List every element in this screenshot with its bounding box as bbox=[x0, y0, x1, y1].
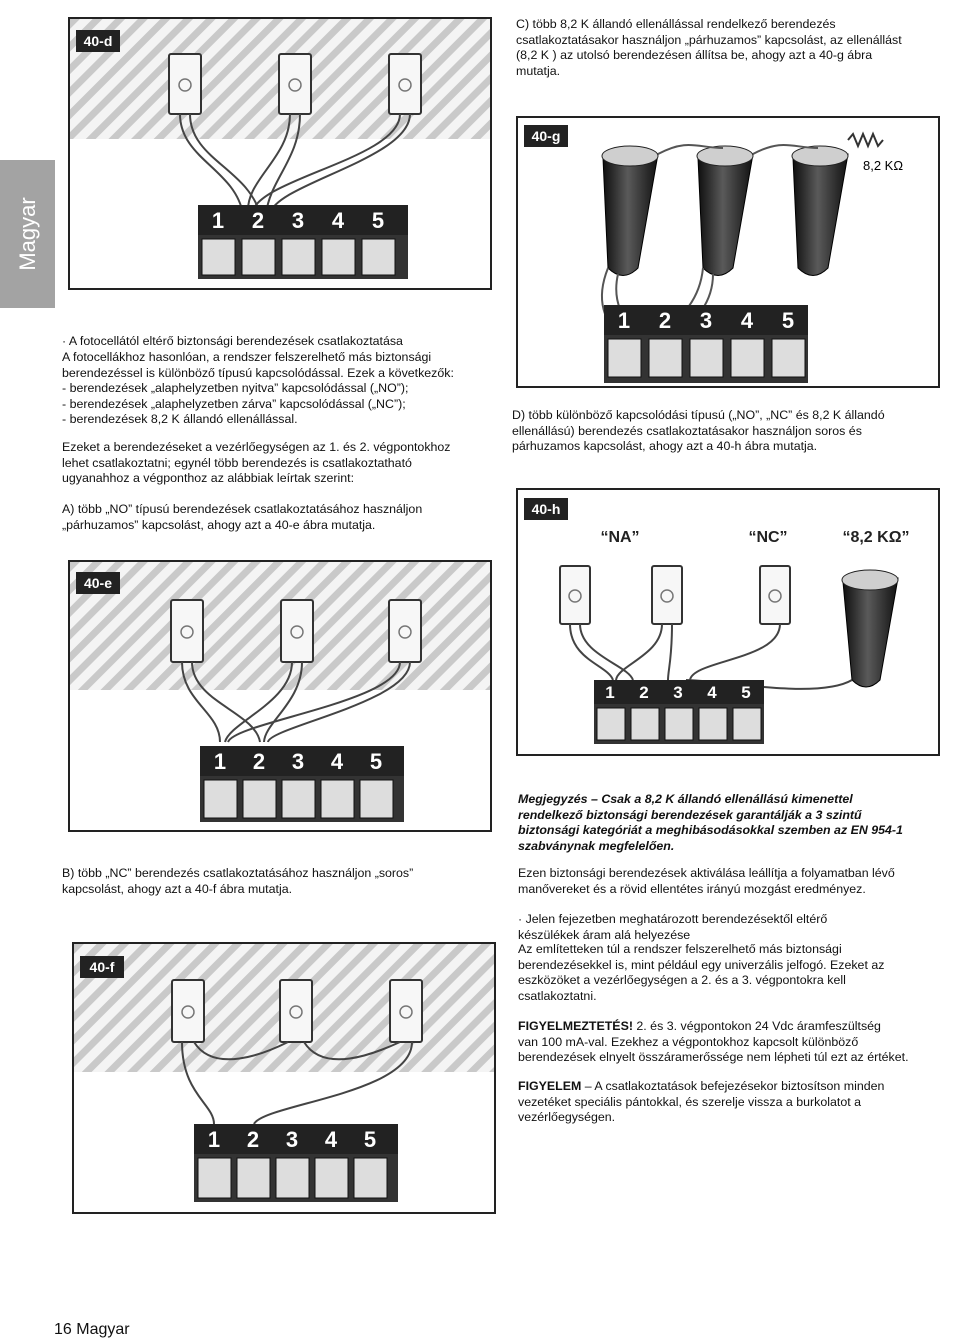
figure-40-d bbox=[68, 17, 492, 290]
terminal-5-label: 5 bbox=[369, 749, 383, 774]
terminal-2-label: 2 bbox=[246, 1127, 260, 1152]
section-heading-safety-devices: · A fotocellától eltérő biztonsági berendezések csatlakoztatása bbox=[62, 334, 403, 348]
figure-40-f-drawing bbox=[74, 944, 494, 1212]
terminal-3-label: 3 bbox=[285, 1127, 299, 1152]
figure-40-h-drawing bbox=[518, 490, 938, 754]
terminal-5-label: 5 bbox=[741, 683, 751, 702]
attention-label: FIGYELEM bbox=[518, 1079, 582, 1093]
figure-40-d-drawing bbox=[70, 19, 490, 288]
warning-body: 2. és 3. végpontokon 24 Vdc áramfeszültség van 100 mA-val. Ezekhez a végpontokhoz kapcsolt különböző berendezések elnyelt összáramerőssége nem lépheti túl ezt az értéket. bbox=[518, 1019, 909, 1065]
terminal-3-label: 3 bbox=[673, 683, 683, 702]
language-side-tab bbox=[0, 160, 55, 308]
terminal-2-label: 2 bbox=[658, 308, 672, 333]
terminal-5-label: 5 bbox=[363, 1127, 377, 1152]
attention-paragraph bbox=[518, 1079, 958, 1126]
terminal-1-label: 1 bbox=[213, 749, 227, 774]
figure-tag: 40-f bbox=[89, 959, 115, 975]
terminal-2-label: 2 bbox=[251, 208, 265, 233]
page-footer bbox=[54, 1321, 130, 1339]
terminal-1-label: 1 bbox=[617, 308, 631, 333]
section-heading-other-devices: · Jelen fejezetben meghatározott berendezésektől eltérő készülékek áram alá helyezése bbox=[518, 912, 828, 942]
resistor-icon bbox=[848, 134, 883, 146]
side-tab-label: Magyar bbox=[14, 197, 40, 271]
terminal-2-label: 2 bbox=[639, 683, 649, 702]
figure-tag: 40-e bbox=[83, 575, 113, 591]
terminal-4-label: 4 bbox=[740, 308, 754, 333]
paragraph-a: A) több „NO” típusú berendezések csatlakoztatásához használjon „párhuzamos” kapcsolást, ahogy azt a 40-e ábra mutatja. bbox=[62, 502, 423, 532]
resistor-label: 8,2 KΩ bbox=[863, 158, 904, 173]
terminal-3-label: 3 bbox=[291, 208, 305, 233]
terminal-4-label: 4 bbox=[324, 1127, 338, 1152]
figure-40-h bbox=[516, 488, 940, 756]
figure-tag: 40-h bbox=[531, 501, 561, 517]
warning-paragraph bbox=[518, 1019, 958, 1066]
terminal-1-label: 1 bbox=[211, 208, 225, 233]
paragraph-activation: Ezen biztonsági berendezések aktiválása leállítja a folyamatban lévő manővereket és a rövid ellentétes irányú mozgást eredményez. bbox=[518, 866, 895, 896]
terminal-5-label: 5 bbox=[371, 208, 385, 233]
figure-40-f bbox=[72, 942, 496, 1214]
terminal-5-label: 5 bbox=[781, 308, 795, 333]
terminal-3-label: 3 bbox=[699, 308, 713, 333]
terminal-1-label: 1 bbox=[605, 683, 615, 702]
paragraph-other-devices: Az említetteken túl a rendszer felszerelhető más biztonsági berendezésekkel is, mint például egy univerzális jelfogó. Ezeket az eszközöket a vezérlőegységen a 2. és a 3. végpontokra kell csatlakoztatni. bbox=[518, 942, 885, 1003]
page-number: 16 bbox=[54, 1321, 72, 1338]
label-resistor: “8,2 KΩ” bbox=[842, 529, 910, 546]
paragraph-d: D) több különböző kapcsolódási típusú („NO”, „NC” és 8,2 K állandó ellenállású) berendezés csatlakoztatásakor használjon soros és párhuzamos kapcsolást, ahogy azt a 40-h ábra mutatja. bbox=[512, 408, 885, 454]
paragraph-c: C) több 8,2 K állandó ellenállással rendelkező berendezés csatlakoztatásakor használjon „párhuzamos” kapcsolást, az ellenállást (8,2 K ) az utolsó berendezésen állítsa be, ahogy azt a 40-g ábra mutatja. bbox=[516, 17, 902, 78]
figure-40-e bbox=[68, 560, 492, 832]
note-safety-category: Megjegyzés – Csak a 8,2 K állandó ellenállású kimenettel rendelkező biztonsági berendezések garantálják a 3 szintű biztonsági kategóriát a meghibásodásokkal szemben az EN 954-1 szabványnak megfelelően. bbox=[518, 792, 903, 853]
paragraph-b: B) több „NC” berendezés csatlakoztatásához használjon „soros” kapcsolást, ahogy azt a 40-f ábra mutatja. bbox=[62, 866, 414, 896]
figure-tag: 40-g bbox=[531, 128, 561, 144]
terminal-block-drawing bbox=[604, 305, 808, 385]
paragraph-connect: Ezeket a berendezéseket a vezérlőegységen az 1. és 2. végpontokhoz lehet csatlakoztatni; egynél több berendezés is csatlakoztatható ugyanahhoz a végponthoz az alábbiak leírtak szerint: bbox=[62, 440, 451, 486]
label-nc: “NC” bbox=[748, 529, 788, 546]
figure-40-g-terminal-block bbox=[604, 305, 808, 385]
footer-section: Magyar bbox=[76, 1321, 130, 1338]
paragraph-intro: A fotocellákhoz hasonlóan, a rendszer felszerelhető más biztonsági berendezéssel is különböző típusú kapcsolódással. Ezek a következők: - berendezések „alaphelyzetben nyitva” kapcsolódással („NO”); - berendezések „alaphelyzetben zárva” kapcsolódással („NC”); - berendezések 8,2 K állandó ellenállással. bbox=[62, 350, 454, 427]
label-na: “NA” bbox=[600, 529, 640, 546]
terminal-4-label: 4 bbox=[707, 683, 717, 702]
warning-label: FIGYELMEZTETÉS! bbox=[518, 1019, 633, 1033]
terminal-2-label: 2 bbox=[252, 749, 266, 774]
terminal-4-label: 4 bbox=[331, 208, 345, 233]
attention-body: – A csatlakoztatások befejezésekor biztosítson minden vezetéket speciális pántokkal, és szerelje vissza a burkolatot a vezérlőegységen. bbox=[518, 1079, 885, 1125]
figure-tag: 40-d bbox=[83, 33, 113, 49]
terminal-1-label: 1 bbox=[207, 1127, 221, 1152]
figure-40-e-drawing bbox=[70, 562, 490, 830]
terminal-3-label: 3 bbox=[291, 749, 305, 774]
terminal-4-label: 4 bbox=[330, 749, 344, 774]
